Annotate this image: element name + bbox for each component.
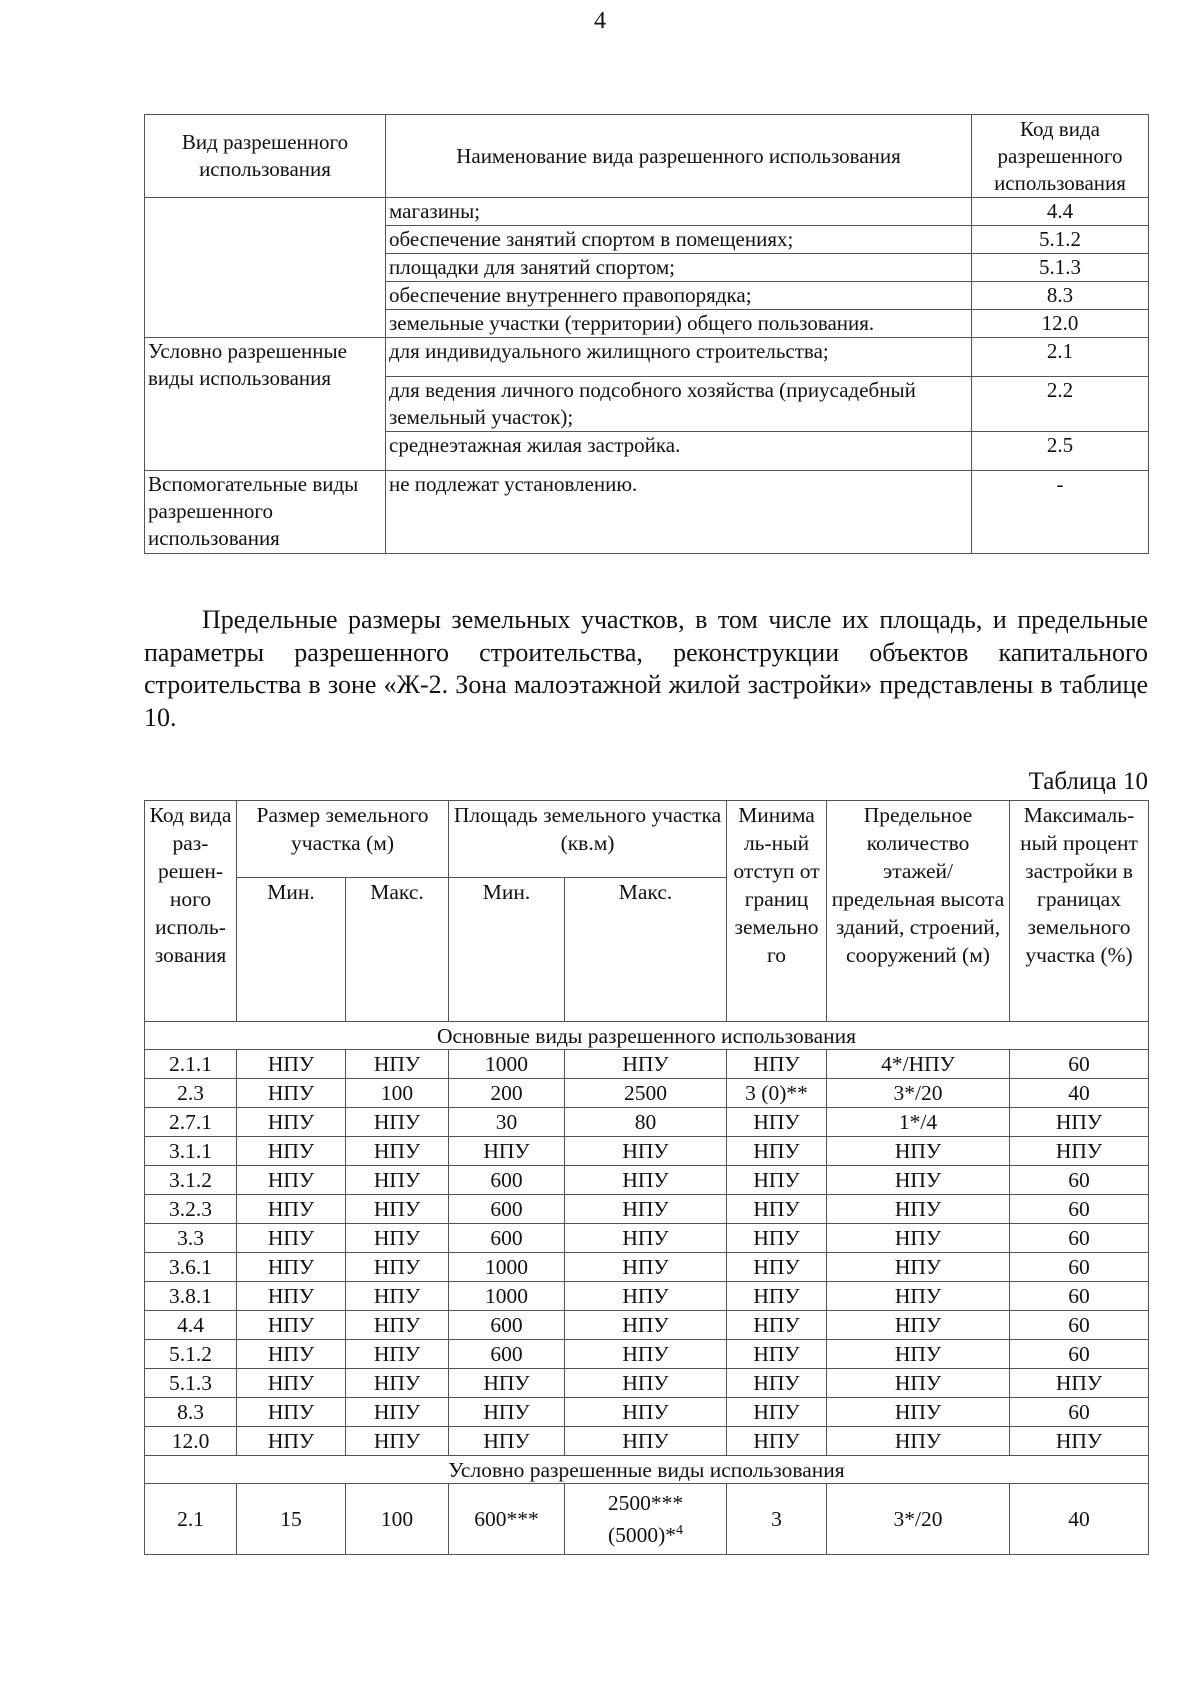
cell-percent: 60 bbox=[1010, 1050, 1149, 1079]
cell-floors: НПУ bbox=[827, 1224, 1010, 1253]
cell-area-max: НПУ bbox=[565, 1137, 727, 1166]
table-row bbox=[145, 1311, 1149, 1340]
cell-size-max: НПУ bbox=[346, 1427, 449, 1456]
cell-code: 3.2.3 bbox=[145, 1195, 237, 1224]
cell-size-max: НПУ bbox=[346, 1282, 449, 1311]
cell-code: 2.1 bbox=[145, 1484, 237, 1555]
cell-floors: НПУ bbox=[827, 1369, 1010, 1398]
cell-size-min: НПУ bbox=[237, 1108, 346, 1137]
cell-area-min: 600 bbox=[449, 1311, 565, 1340]
cell-floors: НПУ bbox=[827, 1340, 1010, 1369]
area-max-line2-text: (5000)* bbox=[607, 1523, 677, 1548]
cell-percent: 60 bbox=[1010, 1224, 1149, 1253]
cell-size-max: НПУ bbox=[346, 1369, 449, 1398]
cell-floors: НПУ bbox=[827, 1311, 1010, 1340]
cell-area-max: 80 bbox=[565, 1108, 727, 1137]
header-build-percent: Максималь-ный процент застройки в границах земельного участка (%) bbox=[1010, 801, 1149, 1022]
cell-area-max: НПУ bbox=[565, 1427, 727, 1456]
table-row bbox=[145, 198, 1149, 226]
cell-area-min: 600 bbox=[449, 1224, 565, 1253]
body-paragraph: Предельные размеры земельных участков, в том числе их площадь, и предельные параметры разрешенного строительства, реконструкции объектов капитального строительства в зоне «Ж-2. Зона малоэтажной жилой застройки» представлены в таблице 10. bbox=[144, 605, 1148, 732]
cell-setback: НПУ bbox=[727, 1108, 827, 1137]
cell-floors: НПУ bbox=[827, 1398, 1010, 1427]
conditional-uses-label: Условно разрешенные виды использования bbox=[145, 338, 386, 471]
cell-percent: НПУ bbox=[1010, 1137, 1149, 1166]
cell-setback: НПУ bbox=[727, 1282, 827, 1311]
cell-area-max: НПУ bbox=[565, 1050, 727, 1079]
cell-size-min: НПУ bbox=[237, 1166, 346, 1195]
use-name: обеспечение занятий спортом в помещениях; bbox=[386, 226, 972, 254]
use-code: 8.3 bbox=[972, 282, 1149, 310]
table-row bbox=[145, 1282, 1149, 1311]
cell-area-min: НПУ bbox=[449, 1398, 565, 1427]
use-code: 2.5 bbox=[972, 432, 1149, 471]
cell-setback: НПУ bbox=[727, 1050, 827, 1079]
header-floors-height: Предельное количество этажей/ предельная высота зданий, строений, сооружений (м) bbox=[827, 801, 1010, 1022]
cell-percent: 60 bbox=[1010, 1398, 1149, 1427]
table-row bbox=[145, 1484, 1149, 1555]
cell-setback: НПУ bbox=[727, 1224, 827, 1253]
cell-size-min: НПУ bbox=[237, 1427, 346, 1456]
cell-area-max: НПУ bbox=[565, 1398, 727, 1427]
table-caption: Таблица 10 bbox=[1028, 768, 1148, 795]
cell-area-min: 600 bbox=[449, 1166, 565, 1195]
parameters-table bbox=[144, 800, 1149, 1555]
cell-area-min: 1000 bbox=[449, 1253, 565, 1282]
cell-size-max: НПУ bbox=[346, 1108, 449, 1137]
cell-setback: НПУ bbox=[727, 1369, 827, 1398]
cell-floors: 3*/20 bbox=[827, 1079, 1010, 1108]
cell-percent: 60 bbox=[1010, 1166, 1149, 1195]
cell-percent: 60 bbox=[1010, 1311, 1149, 1340]
cell-setback: НПУ bbox=[727, 1427, 827, 1456]
use-code: 4.4 bbox=[972, 198, 1149, 226]
table-row bbox=[145, 1224, 1149, 1253]
header-size-max: Макс. bbox=[346, 878, 449, 1022]
table-row bbox=[145, 1340, 1149, 1369]
cell-code: 5.1.2 bbox=[145, 1340, 237, 1369]
cell-floors: НПУ bbox=[827, 1253, 1010, 1282]
cell-size-max: 100 bbox=[346, 1484, 449, 1555]
footnote-marker: 4 bbox=[676, 1522, 684, 1538]
cell-percent: 40 bbox=[1010, 1484, 1149, 1555]
header-use-name: Наименование вида разрешенного использования bbox=[386, 115, 972, 198]
section-row-main bbox=[145, 1022, 1149, 1050]
cell-size-max: НПУ bbox=[346, 1311, 449, 1340]
cell-area-min: 600*** bbox=[449, 1484, 565, 1555]
use-name: площадки для занятий спортом; bbox=[386, 254, 972, 282]
cell-area-max: НПУ bbox=[565, 1166, 727, 1195]
header-use-type: Вид разрешенного использования bbox=[145, 115, 386, 198]
cell-setback: НПУ bbox=[727, 1195, 827, 1224]
cell-size-max: 100 bbox=[346, 1079, 449, 1108]
cell-floors: НПУ bbox=[827, 1427, 1010, 1456]
cell-code: 5.1.3 bbox=[145, 1369, 237, 1398]
cell-code: 4.4 bbox=[145, 1311, 237, 1340]
cell-area-max: НПУ bbox=[565, 1311, 727, 1340]
cell-area-min: 600 bbox=[449, 1340, 565, 1369]
use-code: 5.1.3 bbox=[972, 254, 1149, 282]
cell-size-min: НПУ bbox=[237, 1282, 346, 1311]
cell-code: 2.7.1 bbox=[145, 1108, 237, 1137]
table-row bbox=[145, 1166, 1149, 1195]
cell-size-min: НПУ bbox=[237, 1340, 346, 1369]
table-row bbox=[145, 1427, 1149, 1456]
table-row bbox=[145, 1050, 1149, 1079]
cell-floors: НПУ bbox=[827, 1137, 1010, 1166]
use-name: не подлежат установлению. bbox=[386, 471, 972, 554]
cell-percent: 60 bbox=[1010, 1195, 1149, 1224]
use-name: среднеэтажная жилая застройка. bbox=[386, 432, 972, 471]
use-code: - bbox=[972, 471, 1149, 554]
table-row bbox=[145, 1369, 1149, 1398]
table-row bbox=[145, 471, 1149, 554]
header-setback: Минима ль-ный отступ от границ земельно го bbox=[727, 801, 827, 1022]
table-row bbox=[145, 338, 1149, 377]
use-name: земельные участки (территории) общего пользования. bbox=[386, 310, 972, 338]
cell-code: 3.1.1 bbox=[145, 1137, 237, 1166]
cell-setback: НПУ bbox=[727, 1137, 827, 1166]
cell-floors: 1*/4 bbox=[827, 1108, 1010, 1137]
cell-floors: 4*/НПУ bbox=[827, 1050, 1010, 1079]
cell-floors: 3*/20 bbox=[827, 1484, 1010, 1555]
cell-size-max: НПУ bbox=[346, 1398, 449, 1427]
cell-area-max: НПУ bbox=[565, 1369, 727, 1398]
cell-setback: НПУ bbox=[727, 1340, 827, 1369]
cell-size-min: 15 bbox=[237, 1484, 346, 1555]
table-row bbox=[145, 1079, 1149, 1108]
use-name: для индивидуального жилищного строительства; bbox=[386, 338, 972, 377]
cell-code: 3.8.1 bbox=[145, 1282, 237, 1311]
cell-size-min: НПУ bbox=[237, 1398, 346, 1427]
use-name: для ведения личного подсобного хозяйства (приусадебный земельный участок); bbox=[386, 377, 972, 432]
cell-floors: НПУ bbox=[827, 1282, 1010, 1311]
cell-percent: НПУ bbox=[1010, 1427, 1149, 1456]
cell-percent: НПУ bbox=[1010, 1369, 1149, 1398]
cell-size-max: НПУ bbox=[346, 1340, 449, 1369]
cell-size-min: НПУ bbox=[237, 1195, 346, 1224]
cell-area-min: 200 bbox=[449, 1079, 565, 1108]
cell-floors: НПУ bbox=[827, 1166, 1010, 1195]
cell-area-max bbox=[565, 1484, 727, 1555]
cell-code: 3.3 bbox=[145, 1224, 237, 1253]
table-row bbox=[145, 1137, 1149, 1166]
header-use-code: Код вида разрешенного использования bbox=[972, 115, 1149, 198]
use-name: магазины; bbox=[386, 198, 972, 226]
cell-setback: НПУ bbox=[727, 1398, 827, 1427]
cell-size-min: НПУ bbox=[237, 1253, 346, 1282]
cell-area-min: 1000 bbox=[449, 1282, 565, 1311]
cell-size-min: НПУ bbox=[237, 1224, 346, 1253]
cell-area-max: НПУ bbox=[565, 1224, 727, 1253]
cell-size-min: НПУ bbox=[237, 1079, 346, 1108]
cell-size-max: НПУ bbox=[346, 1195, 449, 1224]
use-name: обеспечение внутреннего правопорядка; bbox=[386, 282, 972, 310]
cell-percent: 40 bbox=[1010, 1079, 1149, 1108]
cell-percent: 60 bbox=[1010, 1253, 1149, 1282]
cell-area-max: 2500 bbox=[565, 1079, 727, 1108]
cell-setback: НПУ bbox=[727, 1166, 827, 1195]
header-plot-area: Площадь земельного участка (кв.м) bbox=[449, 801, 727, 878]
cell-code: 12.0 bbox=[145, 1427, 237, 1456]
section-title-conditional: Условно разрешенные виды использования bbox=[145, 1456, 1149, 1484]
cell-area-max: НПУ bbox=[565, 1253, 727, 1282]
cell-size-min: НПУ bbox=[237, 1137, 346, 1166]
cell-percent: 60 bbox=[1010, 1282, 1149, 1311]
table-header-row bbox=[145, 801, 1149, 878]
section-row-conditional bbox=[145, 1456, 1149, 1484]
header-plot-size: Размер земельного участка (м) bbox=[237, 801, 449, 878]
cell-code: 8.3 bbox=[145, 1398, 237, 1427]
permitted-use-table bbox=[144, 114, 1149, 554]
table-row bbox=[145, 1398, 1149, 1427]
cell-area-max: НПУ bbox=[565, 1282, 727, 1311]
cell-code: 3.6.1 bbox=[145, 1253, 237, 1282]
header-code: Код вида раз-решен-ного исполь-зования bbox=[145, 801, 237, 1022]
cell-percent: НПУ bbox=[1010, 1108, 1149, 1137]
cell-size-max: НПУ bbox=[346, 1166, 449, 1195]
header-size-min: Мин. bbox=[237, 878, 346, 1022]
cell-size-min: НПУ bbox=[237, 1311, 346, 1340]
cell-size-min: НПУ bbox=[237, 1050, 346, 1079]
cell-size-max: НПУ bbox=[346, 1224, 449, 1253]
table-row bbox=[145, 1195, 1149, 1224]
cell-setback: НПУ bbox=[727, 1253, 827, 1282]
cell-area-min: НПУ bbox=[449, 1137, 565, 1166]
cell-area-min: 600 bbox=[449, 1195, 565, 1224]
use-code: 2.1 bbox=[972, 338, 1149, 377]
header-area-min: Мин. bbox=[449, 878, 565, 1022]
area-max-line2 bbox=[567, 1517, 724, 1549]
cell-code: 3.1.2 bbox=[145, 1166, 237, 1195]
cell-size-min: НПУ bbox=[237, 1369, 346, 1398]
cell-area-min: НПУ bbox=[449, 1427, 565, 1456]
page-number: 4 bbox=[594, 8, 606, 34]
auxiliary-uses-label: Вспомогательные виды разрешенного использования bbox=[145, 471, 386, 554]
cell-setback: НПУ bbox=[727, 1311, 827, 1340]
cell-code: 2.1.1 bbox=[145, 1050, 237, 1079]
cell-size-max: НПУ bbox=[346, 1253, 449, 1282]
use-code: 5.1.2 bbox=[972, 226, 1149, 254]
cell-floors: НПУ bbox=[827, 1195, 1010, 1224]
table-row bbox=[145, 1108, 1149, 1137]
cell-area-min: 1000 bbox=[449, 1050, 565, 1079]
cell-percent: 60 bbox=[1010, 1340, 1149, 1369]
cell-area-min: 30 bbox=[449, 1108, 565, 1137]
cell-area-max: НПУ bbox=[565, 1340, 727, 1369]
cell-size-max: НПУ bbox=[346, 1050, 449, 1079]
cell-code: 2.3 bbox=[145, 1079, 237, 1108]
table-header-row bbox=[145, 115, 1149, 198]
table-row bbox=[145, 1253, 1149, 1282]
header-area-max: Макс. bbox=[565, 878, 727, 1022]
cell-area-max: НПУ bbox=[565, 1195, 727, 1224]
use-code: 12.0 bbox=[972, 310, 1149, 338]
cell-size-max: НПУ bbox=[346, 1137, 449, 1166]
use-code: 2.2 bbox=[972, 377, 1149, 432]
area-max-line1: 2500*** bbox=[607, 1490, 684, 1515]
cell-setback: 3 (0)** bbox=[727, 1079, 827, 1108]
section-title-main: Основные виды разрешенного использования bbox=[145, 1022, 1149, 1050]
cell-setback: 3 bbox=[727, 1484, 827, 1555]
main-uses-blank-cell bbox=[145, 198, 386, 338]
cell-area-min: НПУ bbox=[449, 1369, 565, 1398]
